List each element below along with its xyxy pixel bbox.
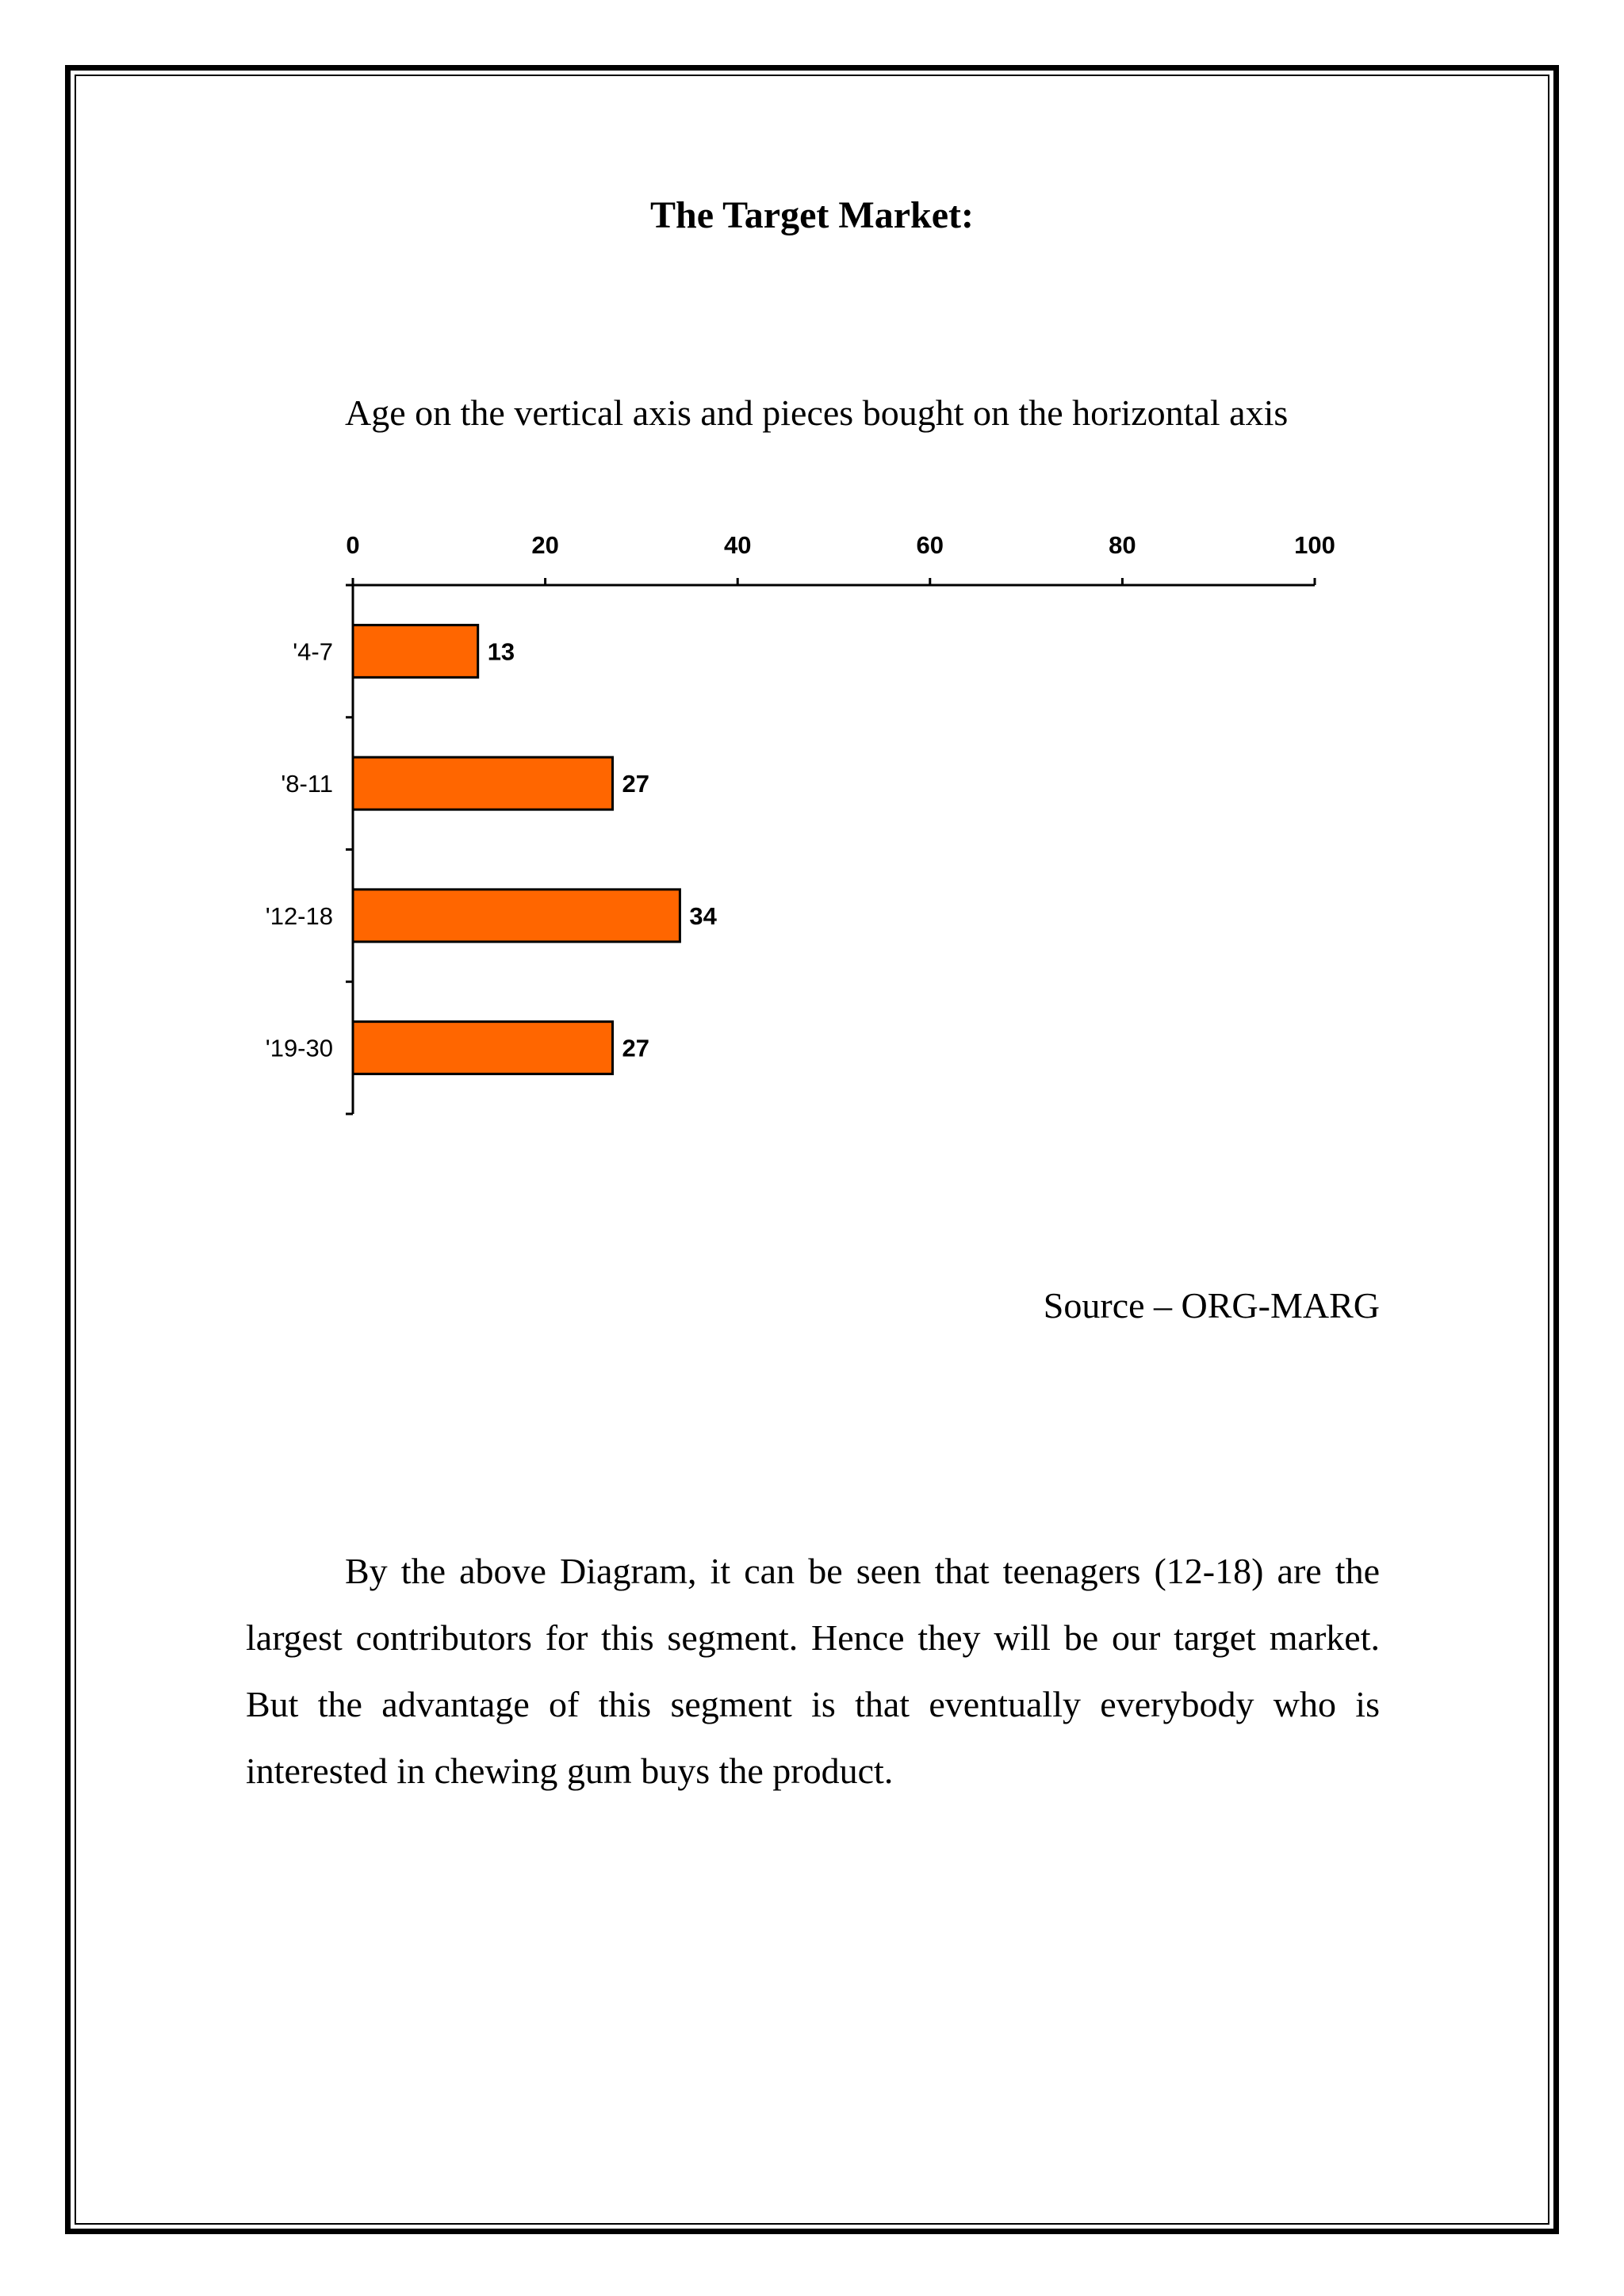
x-tick-label: 60 bbox=[916, 531, 944, 559]
x-tick-label: 0 bbox=[346, 531, 360, 559]
bar bbox=[353, 890, 680, 942]
x-tick-label: 100 bbox=[1294, 531, 1335, 559]
bar-value-label: 27 bbox=[622, 1034, 649, 1062]
bar-value-label: 27 bbox=[622, 770, 649, 798]
x-tick-label: 20 bbox=[531, 531, 559, 559]
bar-value-label: 34 bbox=[689, 901, 717, 930]
y-category-label: '19-30 bbox=[265, 1034, 333, 1062]
page-title: The Target Market: bbox=[650, 194, 974, 236]
bar bbox=[353, 757, 613, 809]
x-tick-label: 40 bbox=[723, 531, 752, 559]
body-paragraph: By the above Diagram, it can be seen that teenagers (12-18) are the largest contributors for this segment. Hence they will be our target market. But the advantage of this segment is that eventually everybody who is interested in chewing gum buys the product. bbox=[246, 1551, 1380, 1791]
bar-chart bbox=[238, 507, 1396, 1142]
chart-caption: Age on the vertical axis and pieces bought on the horizontal axis bbox=[345, 392, 1289, 433]
bar bbox=[353, 625, 478, 677]
x-tick-label: 80 bbox=[1109, 531, 1136, 559]
source-note: Source – ORG-MARG bbox=[1043, 1285, 1380, 1326]
y-category-label: '8-11 bbox=[281, 770, 333, 798]
y-category-label: '12-18 bbox=[265, 901, 333, 930]
bar bbox=[353, 1022, 613, 1074]
bar-value-label: 13 bbox=[487, 637, 515, 666]
y-category-label: '4-7 bbox=[293, 637, 333, 666]
